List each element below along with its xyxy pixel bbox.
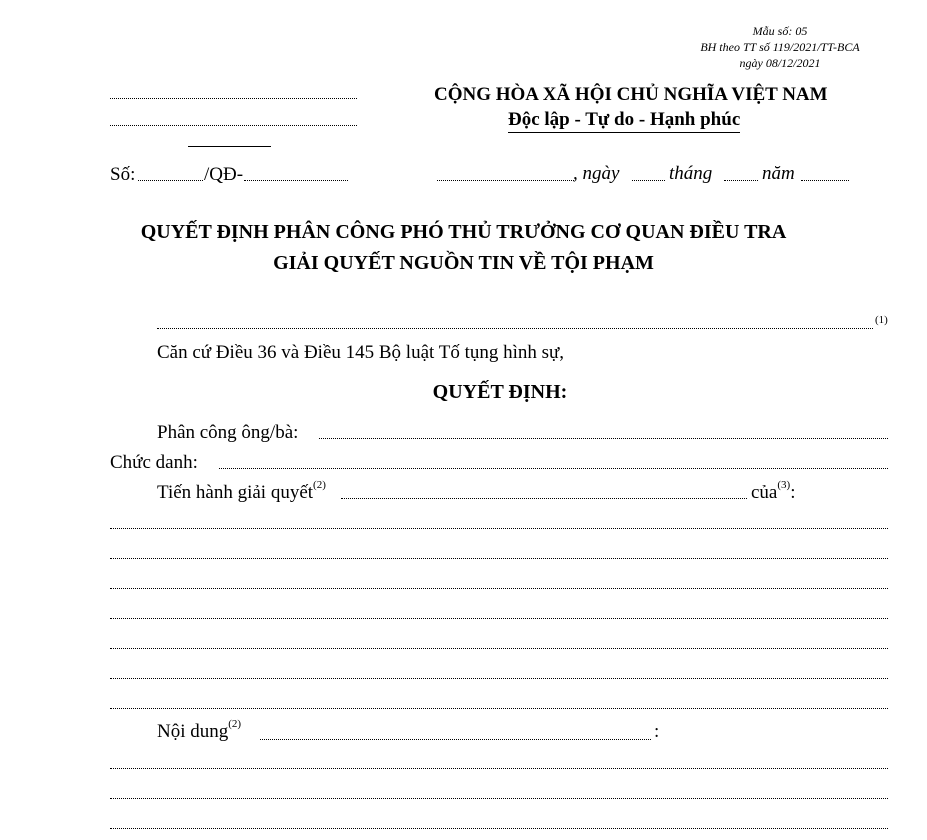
agency-line-2[interactable] [110, 125, 357, 126]
ref-number-label: Số: [110, 164, 136, 185]
nation-title: CỘNG HÒA XÃ HỘI CHỦ NGHĨA VIỆT NAM [434, 84, 828, 105]
ref-number-field[interactable] [138, 180, 203, 181]
proceed-matter-field[interactable] [341, 498, 747, 499]
proceed-note: (2) [313, 479, 326, 491]
content-field[interactable] [260, 739, 651, 740]
agency-underline [188, 146, 271, 147]
proceed-label-text: Tiến hành giải quyết [157, 482, 314, 503]
blank-line-4[interactable] [110, 618, 888, 619]
form-date: ngày 08/12/2021 [739, 56, 821, 70]
blank-line-6[interactable] [110, 678, 888, 679]
of-label-text: của [751, 482, 778, 503]
date-day-field[interactable] [632, 180, 665, 181]
position-field[interactable] [219, 468, 888, 469]
blank-line-1[interactable] [110, 528, 888, 529]
note-1: (1) [875, 314, 888, 326]
date-month-field[interactable] [724, 180, 758, 181]
form-meta [680, 23, 880, 71]
content-line-2[interactable] [110, 798, 888, 799]
ref-qd-label: /QĐ- [204, 164, 244, 185]
issuing-authority-field[interactable] [157, 328, 873, 329]
legal-basis: Căn cứ Điều 36 và Điều 145 Bộ luật Tố tụng hình sự, [157, 342, 565, 363]
assign-label: Phân công ông/bà: [157, 422, 299, 443]
date-month-label: tháng [669, 163, 713, 184]
agency-line-1[interactable] [110, 98, 357, 99]
content-note: (2) [228, 718, 242, 730]
blank-line-7[interactable] [110, 708, 888, 709]
blank-line-5[interactable] [110, 648, 888, 649]
assignee-name-field[interactable] [319, 438, 888, 439]
content-line-1[interactable] [110, 768, 888, 769]
date-year-label: năm [762, 163, 795, 184]
form-number: Mẫu số: 05 [752, 24, 808, 38]
content-label [157, 718, 242, 743]
blank-line-2[interactable] [110, 558, 888, 559]
position-label: Chức danh: [110, 452, 198, 473]
document-title-line-1: QUYẾT ĐỊNH PHÂN CÔNG PHÓ THỦ TRƯỞNG CƠ QUAN ĐIỀU TRA [140, 221, 787, 243]
form-issued-by: BH theo TT số 119/2021/TT-BCA [700, 40, 860, 54]
document-title-line-2: GIẢI QUYẾT NGUỒN TIN VỀ TỘI PHẠM [273, 252, 654, 274]
content-label-text: Nội dung [157, 721, 229, 742]
of-colon: : [790, 482, 796, 503]
place-field[interactable] [437, 180, 574, 181]
of-note: (3) [777, 479, 791, 491]
blank-line-3[interactable] [110, 588, 888, 589]
of-label [751, 479, 796, 504]
national-motto: Độc lập - Tự do - Hạnh phúc [508, 109, 740, 133]
content-colon: : [654, 721, 660, 742]
proceed-label [157, 479, 326, 504]
ref-agency-code-field[interactable] [244, 180, 348, 181]
decision-heading: QUYẾT ĐỊNH: [432, 381, 568, 403]
content-line-3[interactable] [110, 828, 888, 829]
date-day-label: , ngày [573, 163, 620, 184]
date-year-field[interactable] [801, 180, 849, 181]
